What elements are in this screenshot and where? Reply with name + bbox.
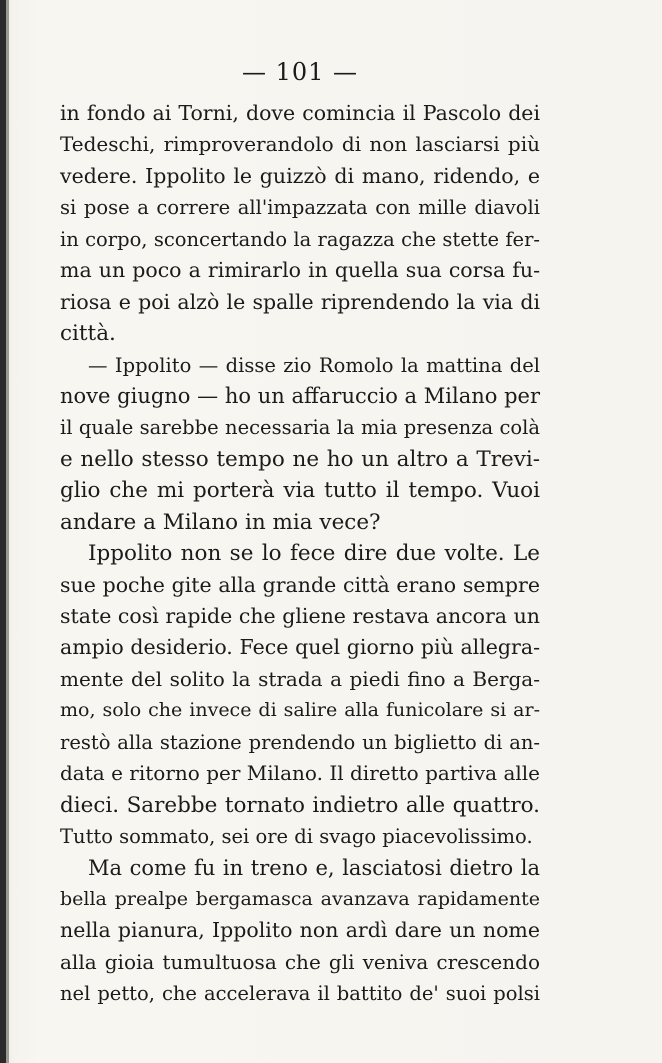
text-line: in corpo, sconcertando la ragazza che stette fer- bbox=[60, 227, 540, 251]
page-number: — 101 — bbox=[241, 58, 359, 86]
text-line: restò alla stazione prendendo un biglietto di an- bbox=[60, 730, 540, 754]
text-line: ma un poco a rimirarlo in quella sua corsa fu- bbox=[60, 258, 540, 283]
text-line: in fondo ai Torni, dove comincia il Pascolo dei bbox=[60, 101, 540, 125]
text-line: andare a Milano in mia vece? bbox=[60, 509, 381, 535]
text-line: glio che mi porterà via tutto il tempo. Vuoi bbox=[60, 478, 540, 504]
text-line: il quale sarebbe necessaria la mia presenza colà bbox=[60, 416, 540, 440]
text-line: data e ritorno per Milano. Il diretto partiva alle bbox=[60, 761, 540, 786]
text-line: nella pianura, Ippolito non ardì dare un nome bbox=[60, 918, 540, 943]
text-line: sue poche gite alla grande città erano sempre bbox=[60, 572, 540, 597]
text-line: e nello stesso tempo ne ho un altro a Trevi- bbox=[60, 446, 540, 472]
text-line: riosa e poi alzò le spalle riprendendo la via di bbox=[60, 289, 540, 314]
text-line: Ippolito non se lo fece dire due volte. Le bbox=[88, 541, 540, 567]
text-line: si pose a correre all'impazzata con mille diavoli bbox=[60, 196, 540, 220]
text-line: mente del solito la strada a piedi fino a Berga- bbox=[60, 666, 540, 691]
text-line: Ma come fu in treno e, lasciatosi dietro la bbox=[88, 855, 540, 880]
book-spine-shadow bbox=[6, 0, 9, 1063]
text-line: — Ippolito — disse zio Romolo la mattina del bbox=[88, 353, 540, 377]
text-line: dieci. Sarebbe tornato indietro alle quattro. bbox=[60, 792, 540, 818]
text-line: mo, solo che invece di salire alla funicolare si ar- bbox=[60, 699, 540, 722]
text-line: nove giugno — ho un affaruccio a Milano per bbox=[60, 383, 540, 408]
text-line: alla gioia tumultuosa che gli veniva crescendo bbox=[60, 949, 540, 974]
text-line: state così rapide che gliene restava ancora un bbox=[60, 604, 540, 628]
text-line: nel petto, che accelerava il battito de' suoi polsi bbox=[60, 982, 540, 1006]
text-line: città. bbox=[60, 321, 116, 347]
text-line: vedere. Ippolito le guizzò di mano, ridendo, e bbox=[60, 163, 540, 188]
text-line: ampio desiderio. Fece quel giorno più allegra- bbox=[60, 635, 540, 660]
text-line: Tutto sommato, sei ore di svago piacevolissimo. bbox=[60, 825, 533, 849]
body-text bbox=[60, 98, 540, 1010]
text-line: bella prealpe bergamasca avanzava rapidamente bbox=[60, 887, 540, 910]
text-line: Tedeschi, rimproverandolo di non lasciarsi più bbox=[60, 132, 540, 157]
